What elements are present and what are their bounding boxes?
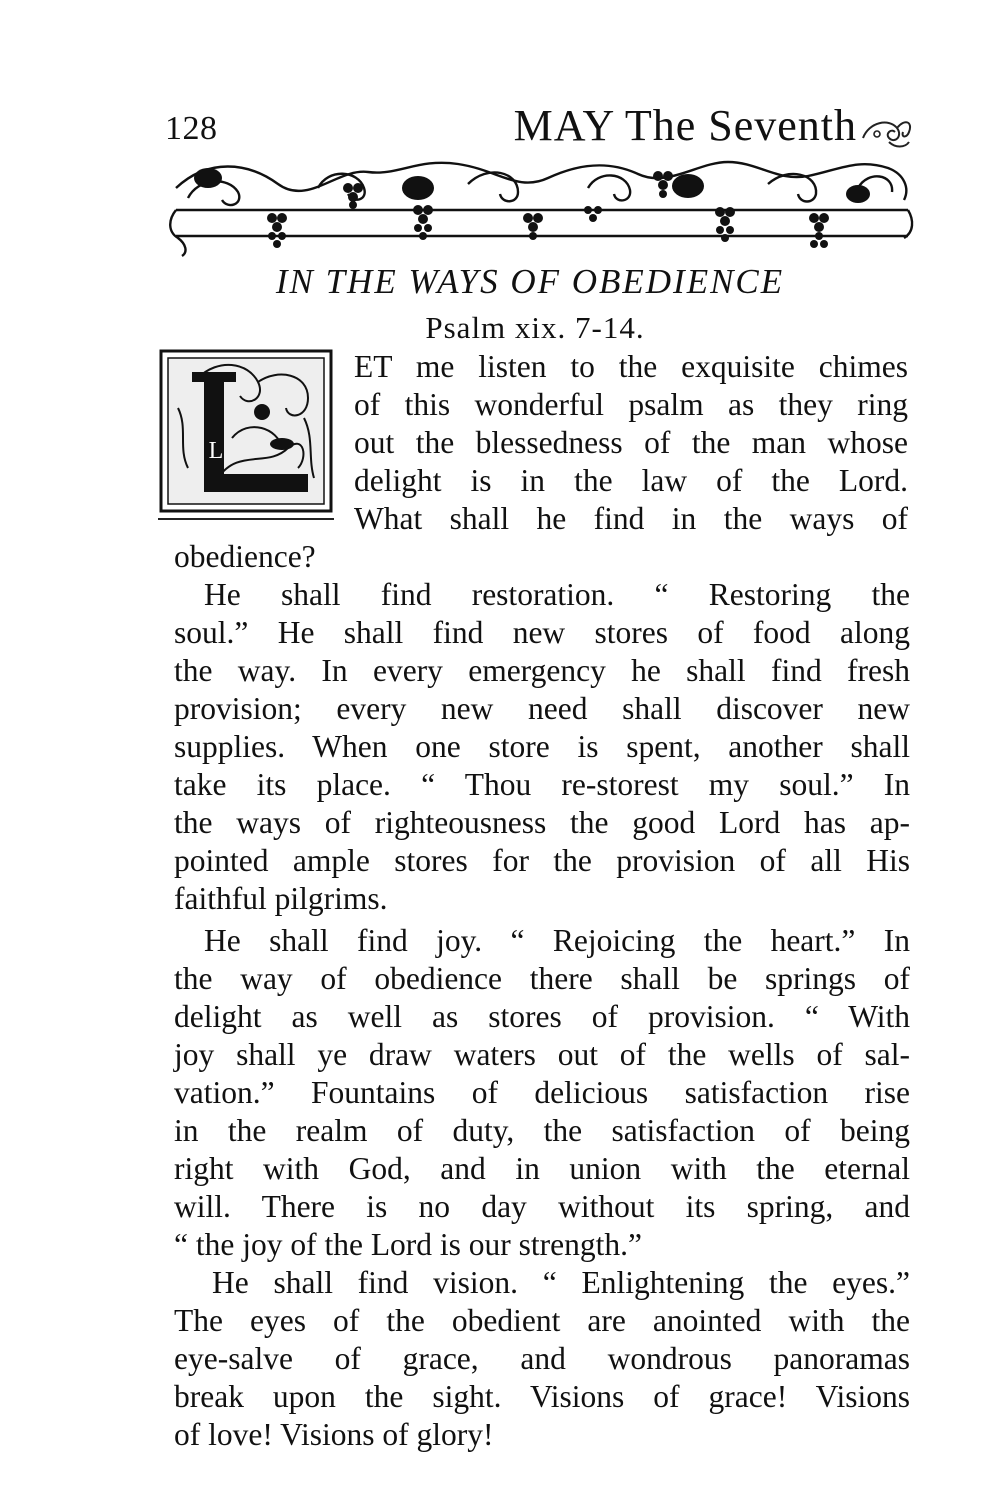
- text-line: ET me listen to the exquisite chimes: [354, 349, 908, 384]
- text-line: vation.” Fountains of delicious satisfaction rise: [174, 1075, 910, 1110]
- scripture-reference: Psalm xix. 7-14.: [425, 310, 645, 345]
- dropcap-letter: L: [208, 438, 224, 464]
- chapter-title: IN THE WAYS OF OBEDIENCE: [275, 262, 785, 301]
- text-line: take its place. “ Thou re-storest my soul.” In: [174, 767, 910, 802]
- text-line: delight is in the law of the Lord.: [354, 463, 908, 498]
- text-line: supplies. When one store is spent, another shall: [174, 729, 910, 764]
- text-line: of love! Visions of glory!: [174, 1417, 494, 1452]
- paragraph-first-line: He shall find vision. “ Enlightening the eyes.”: [212, 1265, 910, 1300]
- text-line: joy shall ye draw waters out of the wells of sal-: [174, 1037, 910, 1072]
- page-date-heading: MAY The Seventh: [513, 101, 857, 150]
- text-line: “ the joy of the Lord is our strength.”: [174, 1227, 643, 1262]
- paragraph-first-line: He shall find restoration. “ Restoring the: [204, 577, 910, 612]
- text-line: soul.” He shall find new stores of food along: [174, 615, 910, 650]
- text-line: pointed ample stores for the provision of all His: [174, 843, 910, 878]
- illuminated-dropcap-letter: [158, 348, 334, 516]
- page-number: 128: [165, 110, 218, 147]
- text-line: delight as well as stores of provision. “ With: [174, 999, 910, 1034]
- text-line: faithful pilgrims.: [174, 881, 388, 916]
- paragraph-first-line: He shall find joy. “ Rejoicing the heart.” In: [204, 923, 910, 958]
- text-line: The eyes of the obedient are anointed with the: [174, 1303, 910, 1338]
- dropcap-underline: [158, 518, 334, 520]
- text-line: out the blessedness of the man whose: [354, 425, 908, 460]
- text-line: obedience?: [174, 539, 316, 574]
- text-line: of this wonderful psalm as they ring: [354, 387, 908, 422]
- text-line: eye-salve of grace, and wondrous panoramas: [174, 1341, 910, 1376]
- text-line: provision; every new need shall discover new: [174, 691, 910, 726]
- text-line: right with God, and in union with the eternal: [174, 1151, 910, 1186]
- text-line: will. There is no day without its spring, and: [174, 1189, 910, 1224]
- text-line: break upon the sight. Visions of grace! Visions: [174, 1379, 910, 1414]
- text-line: What shall he find in the ways of: [354, 501, 908, 536]
- grapevine-banner-ornament: [168, 148, 914, 258]
- text-line: in the realm of duty, the satisfaction of being: [174, 1113, 910, 1148]
- text-line: the way. In every emergency he shall find fresh: [174, 653, 910, 688]
- text-line: the way of obedience there shall be springs of: [174, 961, 910, 996]
- text-line: the ways of righteousness the good Lord has ap-: [174, 805, 910, 840]
